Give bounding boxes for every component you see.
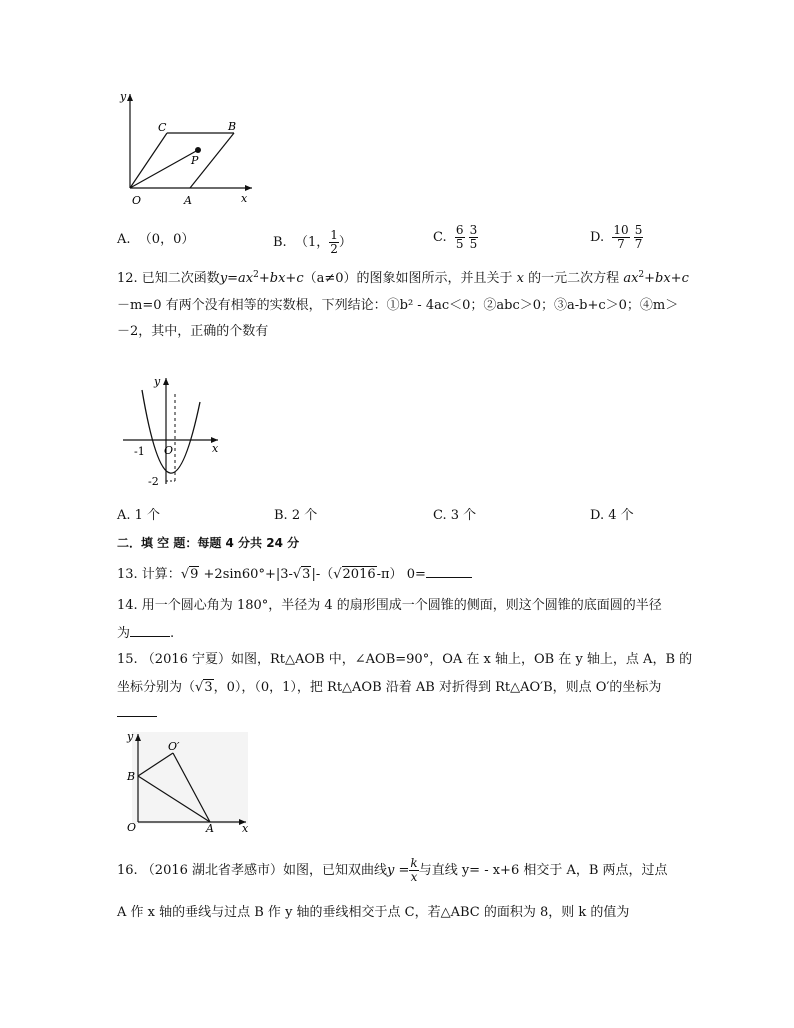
fig1-o-label: O [132, 194, 142, 207]
fig1-p-label: P [191, 154, 199, 167]
q12-line-3: －2，其中，正确的个数有 [117, 324, 269, 339]
q12-line-1: 12. 已知二次函数$y=ax^2+bx+c(a\ne 0)$的图象如图所示，并且关于 x 的一元二次方程 $ax^2+bx+c$ [117, 270, 689, 286]
figure-parallelogram [112, 88, 262, 208]
q13-answer-blank [426, 565, 472, 578]
figure-parabola [118, 372, 228, 490]
fig3-oprime-label: O′ [168, 740, 180, 753]
q14-line-2: 为 . [117, 626, 175, 641]
q12-option-d: D. 4 个 [590, 508, 634, 523]
q15-line-1: 15. （2016 宁夏）如图，Rt△AOB 中，∠AOB=90°，OA 在 x 轴上，OB 在 y 轴上，点 A，B 的 [117, 652, 693, 667]
q12-line-2: －m=0 有两个没有相等的实数根，下列结论：①b² - 4ac＜0；②abc＞0；③a-b+c＞0；④m＞ [117, 298, 679, 313]
q16-line-1: 16. （2016 湖北省孝感市）如图，已知双曲线y = $\frac{k}{x}$ 与直线 y= - x+6 相交于 A，B 两点，过点 [117, 856, 668, 884]
q14-answer-blank [130, 624, 170, 637]
q16-fraction: $\frac{k}{x}$ [410, 856, 418, 884]
fig2-x-label: x [212, 442, 219, 455]
fig3-o-label: O [127, 821, 137, 834]
fig1-y-label: y [120, 90, 127, 103]
section-heading: 二．填 空 题：每题 4 分共 24 分 [117, 536, 300, 550]
q11-option-a: A. （0，0） [117, 232, 195, 247]
fig1-b-label: B [228, 120, 237, 133]
q15-line-2: 坐标分别为（√3，0），（0，1），把 Rt△AOB 沿着 AB 对折得到 Rt△AO′B，则点 O′的坐标为 [117, 680, 662, 695]
fig2-o-label: O [164, 444, 174, 457]
q12-option-c: C. 3 个 [433, 508, 477, 523]
q11-b-fraction: $\frac{1}{2}$ [330, 228, 338, 256]
fig1-a-label: A [184, 194, 192, 207]
q11-option-d: D. $\frac{10}{7}$ $\frac{5}{7}$ [590, 223, 643, 251]
fig2-y-label: y [154, 375, 161, 388]
q12-option-b: B. 2 个 [274, 508, 318, 523]
q11-option-c: C. $\frac{6}{5}$ $\frac{3}{5}$ [433, 223, 478, 251]
fig3-x-label: x [242, 822, 249, 835]
fig3-b-label: B [127, 770, 136, 783]
figure-fold-triangle [118, 728, 250, 836]
fig1-c-label: C [158, 121, 167, 134]
fig2-minus2-label: -2 [148, 475, 159, 488]
fig2-minus1-label: -1 [134, 445, 145, 458]
q15-answer-blank [117, 716, 157, 717]
q11-option-b: B. （1， $\frac{1}{2}$ ） [273, 228, 352, 256]
q12-option-a: A. 1 个 [117, 508, 161, 523]
fig3-y-label: y [127, 730, 134, 743]
fig3-a-label: A [206, 822, 214, 835]
q14-line-1: 14. 用一个圆心角为 180°，半径为 4 的扇形围成一个圆锥的侧面，则这个圆锥的底面圆的半径 [117, 598, 662, 613]
fig1-x-label: x [241, 192, 248, 205]
q13-line: 13. 计算：√9 +2sin60°+|3-√3|-（√2016-π） 0= [117, 565, 472, 583]
q16-line-2: A 作 x 轴的垂线与过点 B 作 y 轴的垂线相交于点 C，若△ABC 的面积为 8，则 k 的值为 [117, 905, 630, 920]
